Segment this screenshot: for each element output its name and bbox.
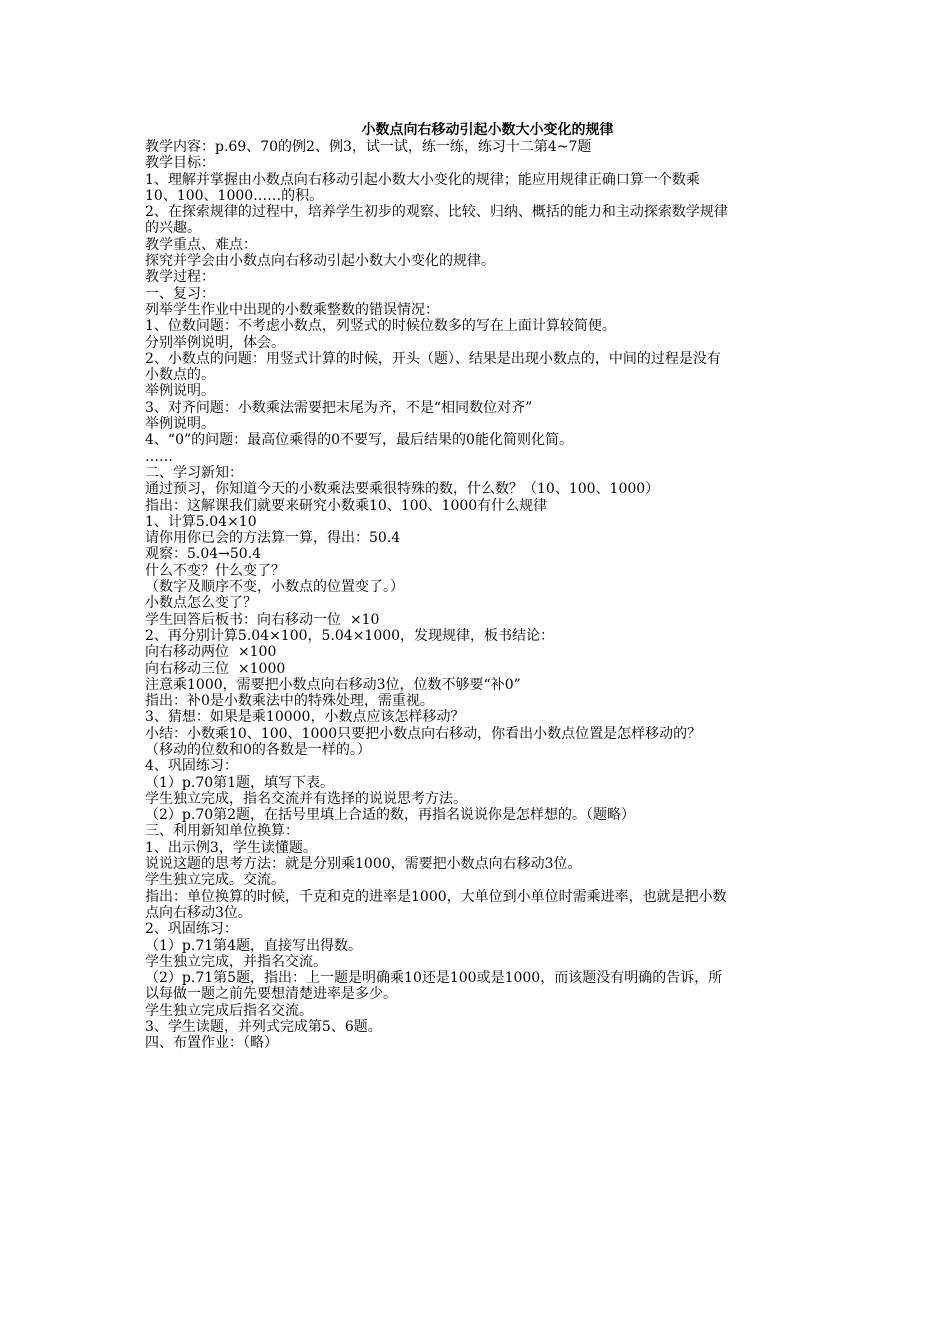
text-line: 四、布置作业：（略）: [145, 1035, 278, 1052]
text-line: 指出：单位换算的时候，千克和克的进率是1000，大单位到小单位时需乘进率，也就是把小数: [145, 888, 727, 905]
text-line: 1、理解并掌握由小数点向右移动引起小数大小变化的规律；能应用规律正确口算一个数乘: [145, 171, 700, 188]
text-line: 指出：这解课我们就要来研究小数乘10、100、1000有什么规律: [145, 497, 548, 514]
text-line: 一、复习：: [145, 285, 215, 302]
text-line: （移动的位数和0的各数是一样的。）: [145, 741, 371, 758]
text-line: 学生独立完成，指名交流并有选择的说说思考方法。: [145, 790, 467, 807]
text-line: 10、100、1000……的积。: [145, 187, 324, 204]
text-line: 3、对齐问题：小数乘法需要把末尾为齐，不是“相同数位对齐”: [145, 399, 533, 416]
text-line: 探究并学会由小数点向右移动引起小数大小变化的规律。: [145, 253, 495, 270]
text-line: 指出：补0是小数乘法中的特殊处理，需重视。: [145, 693, 434, 710]
text-line: 向右移动三位 ×1000: [145, 660, 286, 677]
text-line: （数字及顺序不变，小数点的位置变了。）: [145, 579, 404, 596]
text-line: 注意乘1000，需要把小数点向右移动3位，位数不够要“补0”: [145, 676, 521, 693]
text-line: （2）p.71第5题，指出：上一题是明确乘10还是100或是1000，而该题没有明确的告诉，所: [145, 970, 723, 987]
text-line: 1、计算5.04×10: [145, 513, 257, 530]
text-line: ……: [145, 448, 173, 465]
text-line: 3、猜想：如果是乘10000，小数点应该怎样移动？: [145, 709, 465, 726]
document-body: [145, 139, 810, 1052]
text-line: 教学目标：: [145, 155, 215, 172]
document-page: [145, 122, 810, 1052]
text-line: 4、“0”的问题：最高位乘得的0不要写，最后结果的0能化简则化简。: [145, 432, 573, 449]
text-line: 2、再分别计算5.04×100，5.04×1000，发现规律，板书结论：: [145, 627, 555, 644]
text-line: 教学重点、难点：: [145, 236, 257, 253]
text-line: 学生独立完成，并指名交流。: [145, 953, 327, 970]
text-line: 3、学生读题，并列式完成第5、6题。: [145, 1019, 382, 1036]
text-line: 教学过程：: [145, 269, 215, 286]
document-title: 小数点向右移动引起小数大小变化的规律: [361, 122, 614, 138]
text-line: 列举学生作业中出现的小数乘整数的错误情况：: [145, 301, 439, 318]
text-line: 的兴趣。: [145, 220, 201, 237]
text-line: 2、巩固练习：: [145, 921, 238, 938]
text-line: 三、利用新知单位换算：: [145, 823, 299, 840]
text-line: 小结：小数乘10、100、1000只要把小数点向右移动，你看出小数点位置是怎样移动的？: [145, 725, 702, 742]
text-line: （2）p.70第2题，在括号里填上合适的数，再指名说说你是怎样想的。（题略）: [145, 807, 636, 824]
text-line: 点向右移动3位。: [145, 904, 252, 921]
text-line: 说说这题的思考方法：就是分别乘1000，需要把小数点向右移动3位。: [145, 856, 582, 873]
text-line: 2、小数点的问题：用竖式计算的时候，开头（题）、结果是出现小数点的，中间的过程是没有: [145, 350, 721, 367]
text-line: 观察：5.04→50.4: [145, 546, 262, 563]
text-line: 以每做一题之前先要想清楚进率是多少。: [145, 986, 397, 1003]
text-line: 什么不变？什么变了？: [145, 562, 285, 579]
text-line: （1）p.71第4题，直接写出得数。: [145, 937, 363, 954]
text-line: 请你用你已会的方法算一算，得出：50.4: [145, 530, 401, 547]
text-line: 向右移动两位 ×100: [145, 644, 277, 661]
text-line: 2、在探索规律的过程中，培养学生初步的观察、比较、归纳、概括的能力和主动探索数学规律: [145, 204, 728, 221]
text-line: 学生独立完成后指名交流。: [145, 1002, 313, 1019]
text-line: 小数点的。: [145, 367, 215, 384]
text-line: 教学内容：p.69、70的例2、例3，试一试，练一练，练习十二第4~7题: [145, 139, 592, 155]
text-line: 4、巩固练习：: [145, 758, 238, 775]
text-line: （1）p.70第1题，填写下表。: [145, 774, 335, 791]
text-line: 1、出示例3，学生读懂题。: [145, 839, 317, 856]
text-line: 举例说明。: [145, 383, 215, 400]
text-line: 二、学习新知：: [145, 464, 243, 481]
text-line: 小数点怎么变了？: [145, 595, 257, 612]
text-line: 1、位数问题：不考虑小数点，列竖式的时候位数多的写在上面计算较简便。: [145, 318, 616, 335]
text-line: 举例说明。: [145, 416, 215, 433]
text-line: 学生回答后板书：向右移动一位 ×10: [145, 611, 380, 628]
text-line: 学生独立完成。交流。: [145, 872, 285, 889]
text-line: 分别举例说明，体会。: [145, 334, 285, 351]
text-line: 通过预习，你知道今天的小数乘法要乘很特殊的数，什么数？（10、100、1000）: [145, 481, 660, 498]
